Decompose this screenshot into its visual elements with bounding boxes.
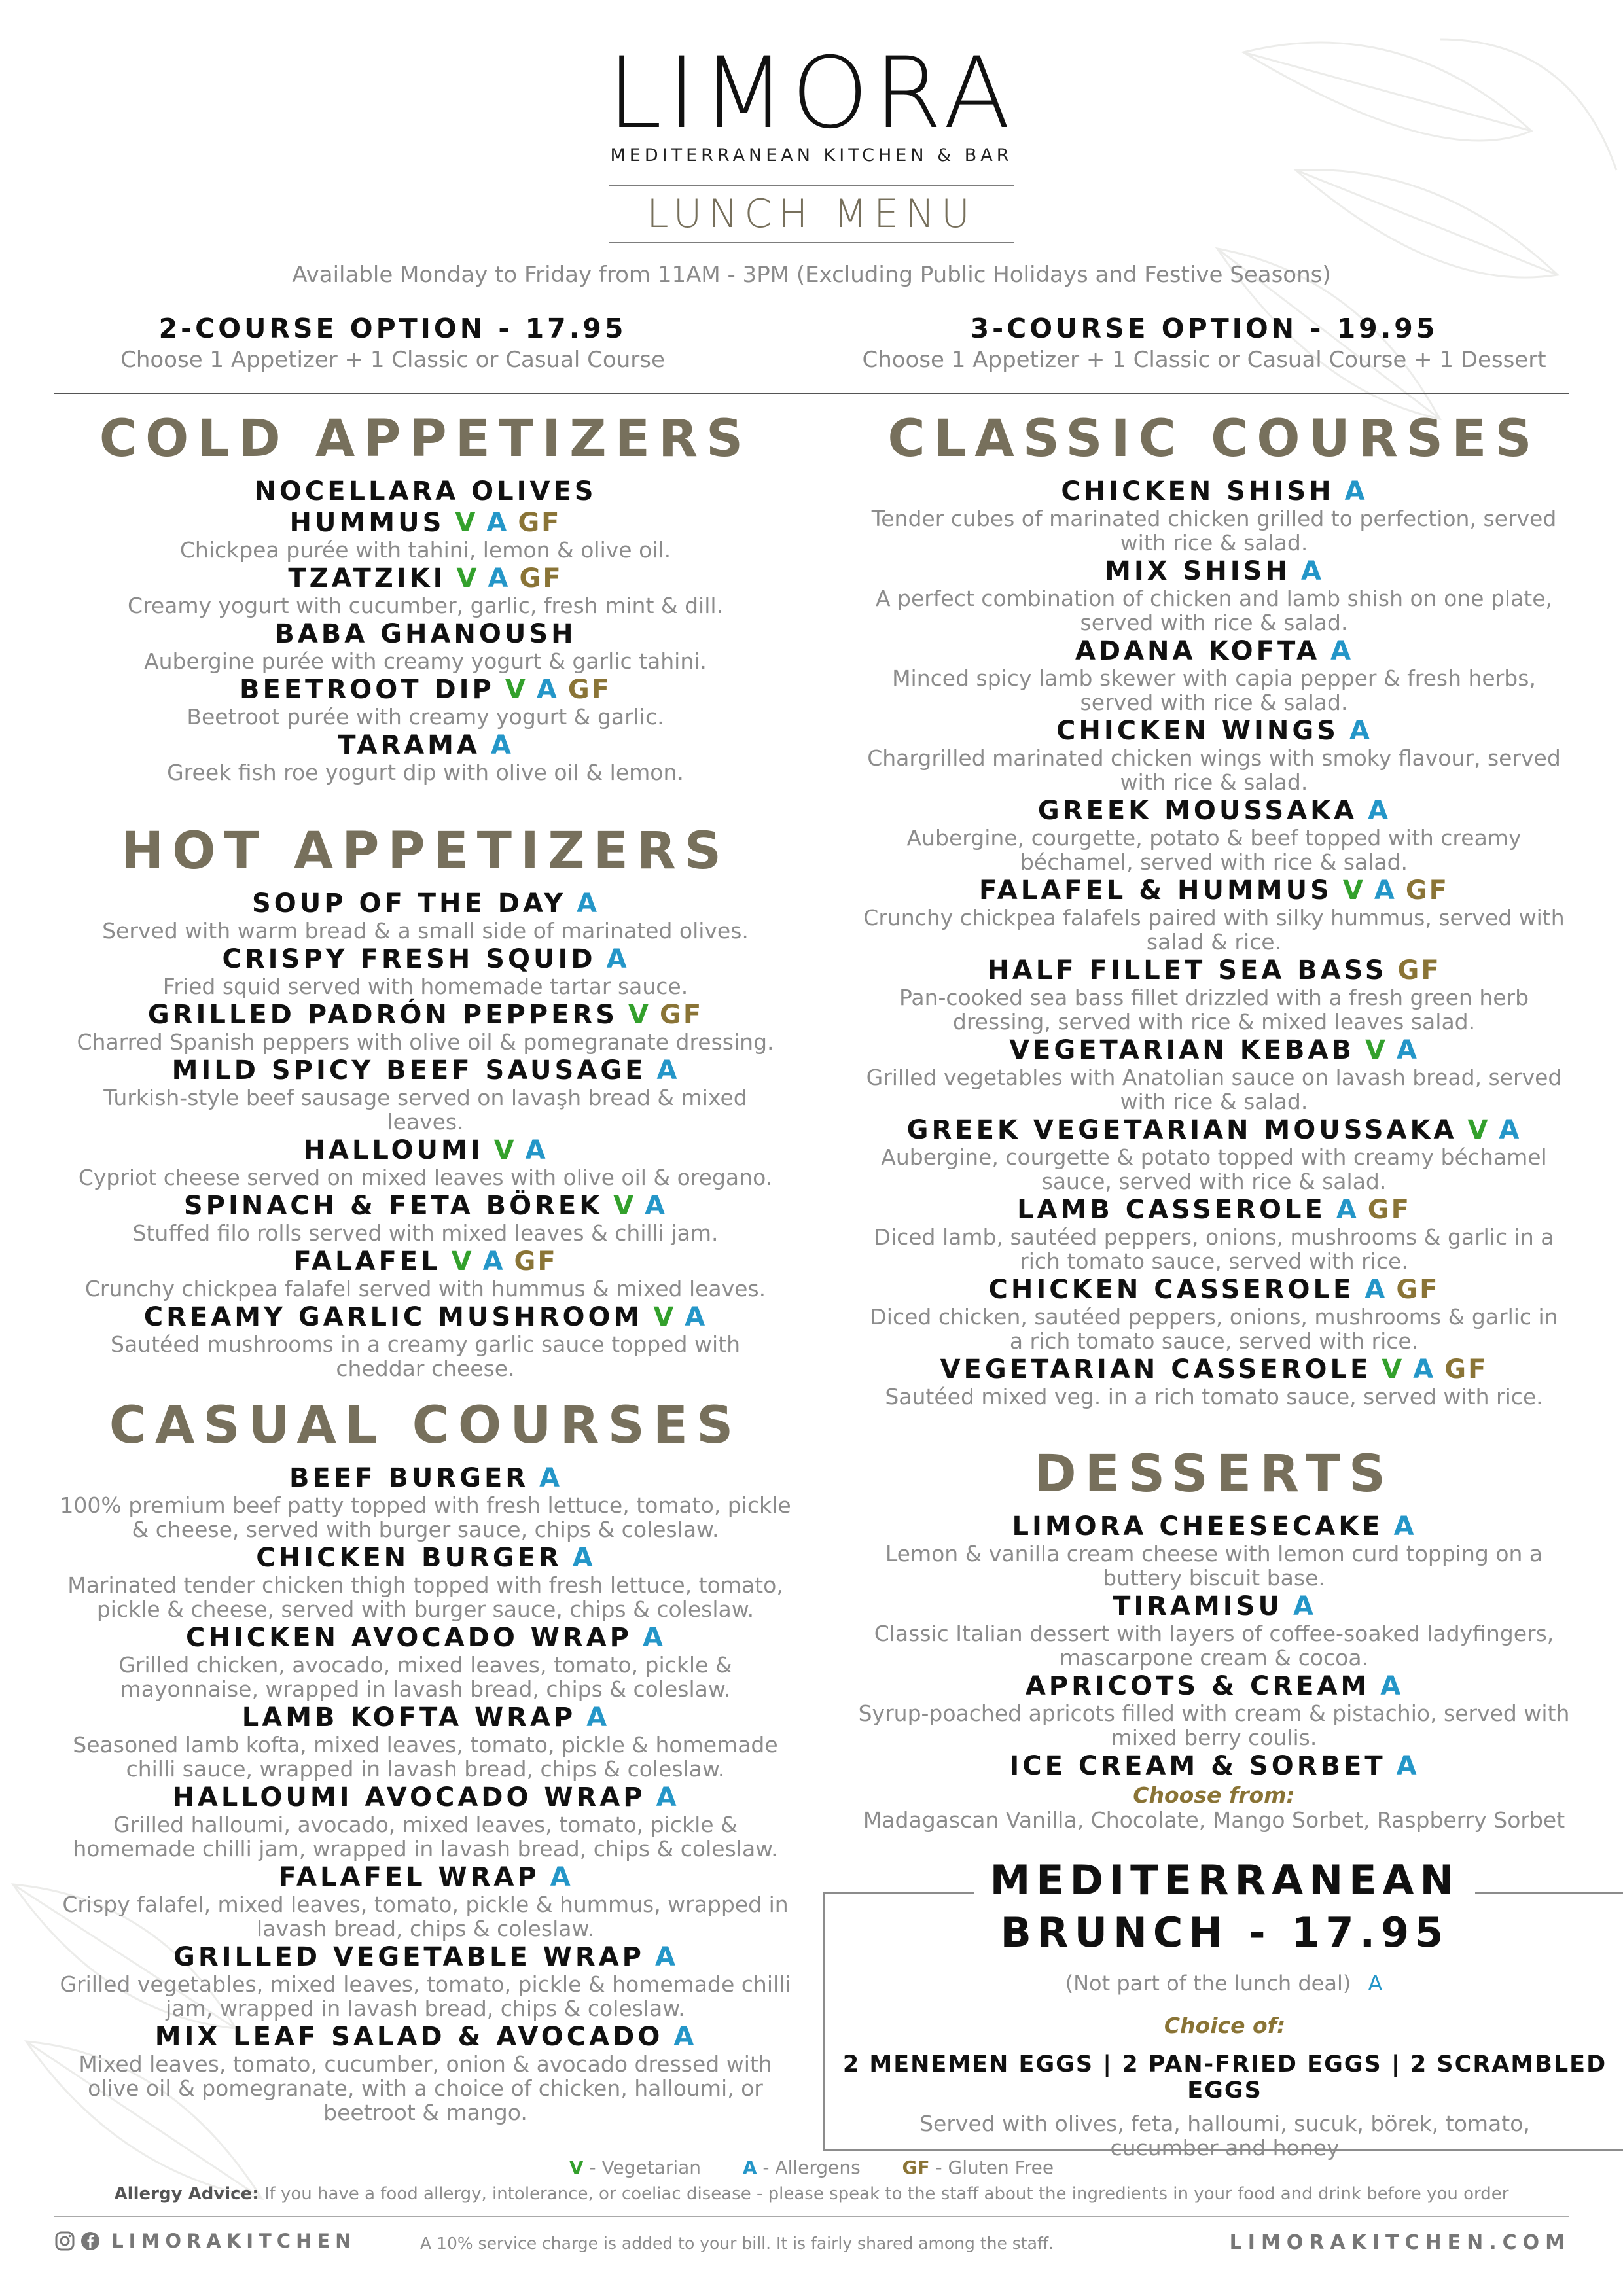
menu-item-desc: Aubergine purée with creamy yogurt & garlic tahini. <box>144 648 707 674</box>
menu-item-name <box>52 1463 798 1493</box>
dietary-tag: A <box>490 730 513 760</box>
menu-item-title: APRICOTS & CREAM <box>1025 1671 1370 1701</box>
section-title: DESSERTS <box>1033 1445 1395 1504</box>
dietary-tag: A <box>1396 1035 1419 1065</box>
menu-item-desc: 100% premium beef patty topped with fresh lettuce, tomato, pickle & cheese, served with burger sauce, chips & coleslaw. <box>60 1492 791 1542</box>
menu-item-desc: Chickpea purée with tahini, lemon & olive oil. <box>179 537 671 563</box>
menu-item-name <box>844 955 1584 985</box>
dietary-tags <box>1398 955 1441 985</box>
allergy-label: Allergy Advice: <box>114 2184 259 2204</box>
menu-item-title: CHICKEN CASSEROLE <box>988 1275 1355 1305</box>
menu-item-title: HALLOUMI <box>303 1135 484 1165</box>
dietary-tags <box>491 730 513 760</box>
service-charge-note: A 10% service charge is added to your bill. It is fairly shared among the staff. <box>420 2234 1054 2253</box>
menu-item-name <box>844 875 1584 906</box>
menu-item <box>844 1511 1584 1590</box>
divider <box>609 242 1014 243</box>
menu-item-name <box>52 1942 798 1972</box>
dietary-tag: A <box>1336 1195 1359 1225</box>
cold-appetizers-section <box>52 410 798 786</box>
menu-item <box>844 875 1584 954</box>
dietary-tags <box>1301 556 1323 586</box>
menu-item-title: BEEF BURGER <box>289 1463 529 1493</box>
menu-item-desc: Grilled chicken, avocado, mixed leaves, tomato, pickle & mayonnaise, wrapped in lavash bread, chips & coleslaw. <box>118 1652 732 1702</box>
allergy-advice <box>0 2184 1623 2204</box>
dietary-tag: A <box>1293 1591 1315 1621</box>
menu-item-desc: Sautéed mixed veg. in a rich tomato sauce, served with rice. <box>885 1384 1543 1409</box>
dietary-tags <box>1336 1195 1411 1225</box>
menu-item-title: MILD SPICY BEEF SAUSAGE <box>171 1055 647 1086</box>
dietary-tags <box>656 1055 679 1086</box>
menu-item-desc: Creamy yogurt with cucumber, garlic, fresh mint & dill. <box>127 593 724 618</box>
menu-item <box>844 1751 1584 1781</box>
dietary-legend <box>0 2157 1623 2178</box>
menu-item-name <box>52 1191 798 1221</box>
dietary-tag: V <box>1467 1115 1490 1145</box>
menu-item-title: TARAMA <box>338 730 480 760</box>
menu-item-name <box>844 1195 1584 1225</box>
dietary-tags <box>550 1862 573 1892</box>
menu-item-name <box>844 1511 1584 1542</box>
menu-item-title: SPINACH & FETA BÖREK <box>183 1191 603 1221</box>
menu-item-desc: Chargrilled marinated chicken wings with smoky flavour, served with rice & salad. <box>867 745 1561 795</box>
menu-item <box>52 2022 798 2125</box>
menu-item-title: FALAFEL WRAP <box>278 1862 540 1892</box>
section-title: CASUAL COURSES <box>109 1396 742 1455</box>
dietary-tags <box>1345 476 1367 506</box>
menu-item-desc: Aubergine, courgette, potato & beef topped with creamy béchamel, served with rice & salad. <box>906 825 1522 875</box>
allergy-text: If you have a food allergy, intolerance, or coeliac disease - please speak to the staff about the ingredients in your food and drink before you order <box>259 2184 1509 2204</box>
menu-item-title: HUMMUS <box>289 508 445 538</box>
dietary-tag: V <box>455 508 478 538</box>
menu-item-desc: Tender cubes of marinated chicken grilled to perfection, served with rice & salad. <box>871 506 1557 556</box>
dietary-tag: A <box>586 1703 609 1733</box>
menu-item <box>52 476 798 506</box>
menu-item-name <box>844 796 1584 826</box>
dietary-tag: A <box>1413 1354 1436 1385</box>
legend-v-text: - Vegetarian <box>583 2157 702 2178</box>
menu-item-name <box>844 556 1584 586</box>
menu-item-name <box>52 675 798 705</box>
dietary-tags <box>494 1135 548 1165</box>
dessert-choose-label: Choose from: <box>1133 1782 1295 1808</box>
menu-item <box>52 1782 798 1861</box>
dietary-tag: A <box>525 1135 548 1165</box>
dietary-tag: A <box>645 1191 668 1221</box>
menu-item-title: CHICKEN SHISH <box>1061 476 1334 506</box>
menu-item <box>52 619 798 673</box>
menu-item-name <box>52 2022 798 2052</box>
dietary-tags <box>539 1463 562 1493</box>
menu-item <box>844 1195 1584 1273</box>
menu-item-title: MIX LEAF SALAD & AVOCADO <box>154 2022 664 2052</box>
menu-item-name <box>52 619 798 649</box>
dietary-tags <box>452 1246 558 1277</box>
brunch-title-line2: BRUNCH - 17.95 <box>985 1909 1465 1956</box>
dietary-tags <box>457 563 563 593</box>
option-2-course <box>92 313 694 373</box>
dietary-tag: GF <box>1405 875 1449 906</box>
menu-item <box>844 476 1584 555</box>
dietary-tag: A <box>1344 476 1367 506</box>
menu-item-desc: Diced chicken, sautéed peppers, onions, mushrooms & garlic in a rich tomato sauce, served with rice. <box>870 1304 1558 1354</box>
menu-item-name <box>844 1115 1584 1145</box>
menu-item-desc: Fried squid served with homemade tartar sauce. <box>162 974 688 999</box>
menu-item <box>844 955 1584 1034</box>
dietary-tags <box>673 2022 696 2052</box>
menu-item-title: SOUP OF THE DAY <box>251 889 567 919</box>
menu-item-title: VEGETARIAN CASSEROLE <box>940 1354 1372 1385</box>
menu-item-title: BEETROOT DIP <box>240 675 495 705</box>
menu-item <box>844 1671 1584 1750</box>
section-title: CLASSIC COURSES <box>887 410 1541 468</box>
menu-item-name <box>844 1751 1584 1781</box>
dietary-tags <box>643 1623 665 1653</box>
menu-item <box>52 508 798 562</box>
menu-item-desc: Beetroot purée with creamy yogurt & garlic. <box>187 704 664 730</box>
dietary-tag: A <box>1499 1115 1522 1145</box>
menu-item-name <box>52 1055 798 1086</box>
brunch-served-with: Served with olives, feta, halloumi, sucuk, börek, tomato, cucumber and honey <box>919 2111 1530 2161</box>
brunch-allergen-tag: A <box>1368 1971 1385 1996</box>
dietary-tags <box>1368 796 1390 826</box>
dietary-tag: A <box>572 1543 595 1573</box>
menu-item-title: CHICKEN WINGS <box>1056 716 1339 746</box>
menu-item-desc: Sautéed mushrooms in a creamy garlic sauce topped with cheddar cheese. <box>111 1332 740 1381</box>
menu-item-desc: Crunchy chickpea falafels paired with silky hummus, served with salad & rice. <box>863 905 1565 955</box>
menu-item-title: GRILLED PADRÓN PEPPERS <box>147 1000 618 1030</box>
menu-item-name <box>52 1246 798 1277</box>
dietary-tag: A <box>1330 636 1353 666</box>
menu-item-title: FALAFEL & HUMMUS <box>979 875 1332 906</box>
menu-item <box>52 1055 798 1134</box>
dietary-tag: GF <box>518 508 562 538</box>
dessert-choose-options: Madagascan Vanilla, Chocolate, Mango Sorbet, Raspberry Sorbet <box>863 1807 1565 1833</box>
menu-item-title: ICE CREAM & SORBET <box>1009 1751 1386 1781</box>
divider <box>54 2216 1569 2217</box>
dietary-tag: A <box>536 675 559 705</box>
dietary-tags <box>1343 875 1449 906</box>
dietary-tag: A <box>1396 1751 1419 1781</box>
facebook-icon[interactable] <box>80 2231 100 2251</box>
divider <box>609 185 1014 186</box>
dietary-tag: A <box>1368 796 1391 826</box>
menu-item <box>52 944 798 998</box>
dietary-tags <box>1293 1591 1315 1621</box>
social-handle[interactable]: LIMORAKITCHEN <box>111 2230 357 2252</box>
menu-item-name <box>844 636 1584 666</box>
menu-item <box>844 1275 1584 1353</box>
dietary-tags <box>1382 1354 1488 1385</box>
menu-item-title: GREEK MOUSSAKA <box>1037 796 1358 826</box>
dietary-tag: GF <box>659 1000 704 1030</box>
website-link[interactable]: LIMORAKITCHEN.COM <box>1229 2231 1571 2254</box>
dietary-tag: V <box>451 1246 474 1277</box>
dietary-tag: A <box>482 1246 505 1277</box>
dietary-tag: V <box>628 1000 651 1030</box>
section-title: COLD APPETIZERS <box>99 410 752 468</box>
menu-item-desc: Grilled halloumi, avocado, mixed leaves, tomato, pickle & homemade chilli jam, wrapped in lavash bread, chips & coleslaw. <box>73 1812 778 1862</box>
menu-item <box>844 1035 1584 1114</box>
menu-item-desc: Diced lamb, sautéed peppers, onions, mushrooms & garlic in a rich tomato sauce, served with rice. <box>874 1224 1554 1274</box>
menu-item <box>52 730 798 785</box>
menu-item-name <box>52 1703 798 1733</box>
menu-item-desc: Turkish-style beef sausage served on lavaşh bread & mixed leaves. <box>103 1085 747 1135</box>
menu-item <box>844 1591 1584 1670</box>
option-title: 2-COURSE OPTION - 17.95 <box>158 313 627 344</box>
menu-item-title: GRILLED VEGETABLE WRAP <box>173 1942 645 1972</box>
dietary-tag: A <box>488 563 510 593</box>
dietary-tag: V <box>493 1135 516 1165</box>
menu-item-desc: Syrup-poached apricots filled with cream & pistachio, served with mixed berry coulis. <box>858 1701 1570 1750</box>
menu-item <box>52 1862 798 1941</box>
menu-item-desc: Charred Spanish peppers with olive oil & pomegranate dressing. <box>77 1029 774 1055</box>
dietary-tag: GF <box>1367 1195 1411 1225</box>
brunch-choice-label: Choice of: <box>1164 2013 1286 2038</box>
dietary-tags <box>1397 1751 1419 1781</box>
menu-item <box>844 716 1584 794</box>
menu-item-title: LIMORA CHEESECAKE <box>1012 1511 1383 1542</box>
dietary-tag: V <box>456 563 479 593</box>
dietary-tag: A <box>1374 875 1397 906</box>
brunch-title-line1: MEDITERRANEAN <box>974 1856 1476 1904</box>
dietary-tags <box>607 944 629 974</box>
menu-item-name <box>844 1671 1584 1701</box>
dietary-tags <box>573 1543 595 1573</box>
menu-item-desc: Crispy falafel, mixed leaves, tomato, pickle & hummus, wrapped in lavash bread, chips & coleslaw. <box>62 1892 789 1941</box>
brunch-title <box>823 1854 1623 1959</box>
menu-item-desc: Pan-cooked sea bass fillet drizzled with a fresh green herb dressing, served with rice & mixed leaves salad. <box>899 985 1529 1034</box>
brand-tagline: MEDITERRANEAN KITCHEN & BAR <box>610 145 1013 166</box>
menu-item <box>52 889 798 943</box>
brunch-note: (Not part of the lunch deal) <box>1065 1971 1351 1996</box>
menu-item-title: MIX SHISH <box>1105 556 1291 586</box>
menu-item-desc: Classic Italian dessert with layers of coffee-soaked ladyfingers, mascarpone cream & cocoa. <box>874 1621 1554 1670</box>
dietary-tag: A <box>673 2022 696 2052</box>
menu-item-name <box>52 944 798 974</box>
dietary-tags <box>655 1942 677 1972</box>
menu-item-desc: Seasoned lamb kofta, mixed leaves, tomato, pickle & homemade chilli sauce, wrapped in lavash bread, chips & coleslaw. <box>73 1732 778 1782</box>
menu-item-title: CHICKEN BURGER <box>256 1543 562 1573</box>
menu-item-name <box>52 1543 798 1573</box>
dietary-tag: V <box>1342 875 1365 906</box>
brunch-note-line <box>823 1971 1623 1996</box>
dietary-tag: A <box>486 508 509 538</box>
dietary-tags <box>1467 1115 1521 1145</box>
menu-item-title: BABA GHANOUSH <box>274 619 577 649</box>
dietary-tag: A <box>654 1942 677 1972</box>
brand-logo: LIMORA <box>607 37 1016 150</box>
menu-item <box>52 1191 798 1245</box>
menu-item <box>52 1000 798 1054</box>
dietary-tag: GF <box>567 675 611 705</box>
menu-item-desc: Aubergine, courgette & potato topped with creamy béchamel sauce, served with rice & salad. <box>881 1144 1547 1194</box>
dietary-tag: A <box>577 889 599 919</box>
option-3-course <box>825 313 1584 373</box>
menu-item-desc: Served with warm bread & a small side of marinated olives. <box>102 918 749 944</box>
dietary-tag: A <box>1364 1275 1387 1305</box>
option-title: 3-COURSE OPTION - 19.95 <box>970 313 1438 344</box>
menu-item-name <box>52 1135 798 1165</box>
menu-item-name <box>52 1302 798 1332</box>
menu-item-desc: Mixed leaves, tomato, cucumber, onion & avocado dressed with olive oil & pomegranate, with a choice of chicken, halloumi, or beetroot & mango. <box>79 2051 772 2125</box>
menu-item <box>844 796 1584 874</box>
brunch-details <box>823 1971 1623 2160</box>
dietary-tags <box>577 889 599 919</box>
menu-item-name <box>844 716 1584 746</box>
dietary-tag: GF <box>1397 955 1441 985</box>
menu-item-name <box>844 476 1584 506</box>
menu-item-name <box>844 1591 1584 1621</box>
desserts-section <box>844 1445 1584 1833</box>
menu-item-name <box>844 1035 1584 1065</box>
dietary-tag: A <box>642 1623 665 1653</box>
menu-item-desc: Marinated tender chicken thigh topped with fresh lettuce, tomato, pickle & cheese, served with burger sauce, chips & coleslaw. <box>67 1572 783 1622</box>
menu-item <box>52 1942 798 2021</box>
menu-item-desc: Grilled vegetables with Anatolian sauce on lavash bread, served with rice & salad. <box>866 1065 1562 1114</box>
menu-item-title: GREEK VEGETARIAN MOUSSAKA <box>906 1115 1457 1145</box>
brunch-egg-options: 2 MENEMEN EGGS | 2 PAN-FRIED EGGS | 2 SCRAMBLED EGGS <box>842 2051 1607 2104</box>
instagram-icon[interactable] <box>55 2231 75 2251</box>
dietary-tag: A <box>1300 556 1323 586</box>
menu-item-title: NOCELLARA OLIVES <box>254 476 597 506</box>
divider <box>54 393 1569 394</box>
dietary-tag: A <box>1393 1511 1416 1542</box>
menu-item-desc: Grilled vegetables, mixed leaves, tomato, pickle & homemade chilli jam, wrapped in lavash bread, chips & coleslaw. <box>60 1971 791 2021</box>
dietary-tag: V <box>1382 1354 1404 1385</box>
legend-a-text: - Allergens <box>757 2157 861 2178</box>
classic-courses-section <box>844 410 1584 1410</box>
menu-item-title: CREAMY GARLIC MUSHROOM <box>143 1302 643 1332</box>
dietary-tag: GF <box>1396 1275 1440 1305</box>
menu-item-title: HALLOUMI AVOCADO WRAP <box>172 1782 646 1812</box>
menu-item-desc: Minced spicy lamb skewer with capia pepper & fresh herbs, served with rice & salad. <box>892 665 1536 715</box>
menu-item-title: VEGETARIAN KEBAB <box>1009 1035 1355 1065</box>
menu-item-name <box>52 1000 798 1030</box>
dietary-tags <box>505 675 611 705</box>
menu-item-name <box>52 1782 798 1812</box>
dietary-tags <box>1380 1671 1402 1701</box>
dietary-tag: GF <box>519 563 563 593</box>
menu-item <box>52 1543 798 1621</box>
menu-item-title: CHICKEN AVOCADO WRAP <box>186 1623 632 1653</box>
menu-item-name <box>52 508 798 538</box>
social-links <box>55 2230 356 2256</box>
menu-item-desc: Crunchy chickpea falafel served with hummus & mixed leaves. <box>84 1276 766 1301</box>
dietary-tag: A <box>550 1862 573 1892</box>
menu-item-desc: Greek fish roe yogurt dip with olive oil & lemon. <box>167 760 684 785</box>
menu-item-name <box>52 730 798 760</box>
menu-item-title: LAMB KOFTA WRAP <box>241 1703 577 1733</box>
menu-item <box>52 675 798 729</box>
dietary-tag: V <box>505 675 527 705</box>
menu-item <box>52 563 798 618</box>
dietary-tags <box>1365 1035 1419 1065</box>
legend-gf-key: GF <box>902 2157 930 2178</box>
menu-item-name <box>844 1275 1584 1305</box>
menu-item-title: CRISPY FRESH SQUID <box>222 944 596 974</box>
menu-item <box>52 1703 798 1781</box>
menu-item-name <box>52 563 798 593</box>
menu-item-name <box>844 1354 1584 1385</box>
menu-item-desc: Cypriot cheese served on mixed leaves with olive oil & oregano. <box>78 1165 773 1190</box>
menu-item-desc: Lemon & vanilla cream cheese with lemon curd topping on a buttery biscuit base. <box>885 1541 1543 1591</box>
dietary-tags <box>653 1302 707 1332</box>
menu-item-name <box>52 476 798 506</box>
dietary-tag: A <box>656 1782 679 1812</box>
dietary-tag: A <box>1349 716 1372 746</box>
legend-v-key: V <box>569 2157 584 2178</box>
option-desc: Choose 1 Appetizer + 1 Classic or Casual Course <box>120 347 665 373</box>
menu-item <box>844 556 1584 635</box>
dietary-tag: GF <box>514 1246 558 1277</box>
menu-item <box>52 1623 798 1701</box>
dietary-tag: A <box>685 1302 707 1332</box>
menu-item <box>52 1135 798 1190</box>
menu-item-desc: Stuffed filo rolls served with mixed leaves & chilli jam. <box>132 1220 719 1246</box>
menu-item-title: FALAFEL <box>293 1246 441 1277</box>
dietary-tag: GF <box>1444 1354 1488 1385</box>
dietary-tags <box>455 508 561 538</box>
menu-item <box>844 636 1584 715</box>
hot-appetizers-section <box>52 822 798 1382</box>
menu-item-title: TZATZIKI <box>288 563 446 593</box>
menu-title: LUNCH MENU <box>647 191 976 237</box>
legend-a-key: A <box>742 2157 757 2178</box>
dietary-tags <box>586 1703 609 1733</box>
menu-item-name <box>52 1862 798 1892</box>
menu-item <box>844 1115 1584 1193</box>
menu-item <box>52 1463 798 1542</box>
dietary-tags <box>613 1191 667 1221</box>
menu-item-name <box>52 889 798 919</box>
dietary-tags <box>628 1000 703 1030</box>
menu-item <box>844 1354 1584 1409</box>
dietary-tag: V <box>653 1302 676 1332</box>
menu-item <box>52 1302 798 1381</box>
menu-item-title: TIRAMISU <box>1113 1591 1283 1621</box>
availability-note: Available Monday to Friday from 11AM - 3PM (Excluding Public Holidays and Festive Seasons) <box>292 262 1331 288</box>
dietary-tags <box>656 1782 679 1812</box>
menu-item <box>52 1246 798 1301</box>
dietary-tags <box>1364 1275 1439 1305</box>
dietary-tag: V <box>613 1191 636 1221</box>
option-desc: Choose 1 Appetizer + 1 Classic or Casual Course + 1 Dessert <box>862 347 1546 373</box>
dietary-tag: V <box>1364 1035 1387 1065</box>
dietary-tag: A <box>1380 1671 1403 1701</box>
menu-item-desc: A perfect combination of chicken and lamb shish on one plate, served with rice & salad. <box>875 586 1553 635</box>
dietary-tags <box>1330 636 1353 666</box>
menu-item-title: HALF FILLET SEA BASS <box>987 955 1387 985</box>
dietary-tag: A <box>539 1463 562 1493</box>
menu-item-title: LAMB CASSEROLE <box>1017 1195 1326 1225</box>
dietary-tags <box>1349 716 1372 746</box>
menu-item-name <box>52 1623 798 1653</box>
dietary-tag: A <box>606 944 629 974</box>
casual-courses-section <box>52 1396 798 2126</box>
dietary-tags <box>1394 1511 1416 1542</box>
dietary-tag: A <box>656 1055 679 1086</box>
legend-gf-text: - Gluten Free <box>929 2157 1054 2178</box>
menu-item-title: ADANA KOFTA <box>1075 636 1321 666</box>
section-title: HOT APPETIZERS <box>120 822 730 881</box>
